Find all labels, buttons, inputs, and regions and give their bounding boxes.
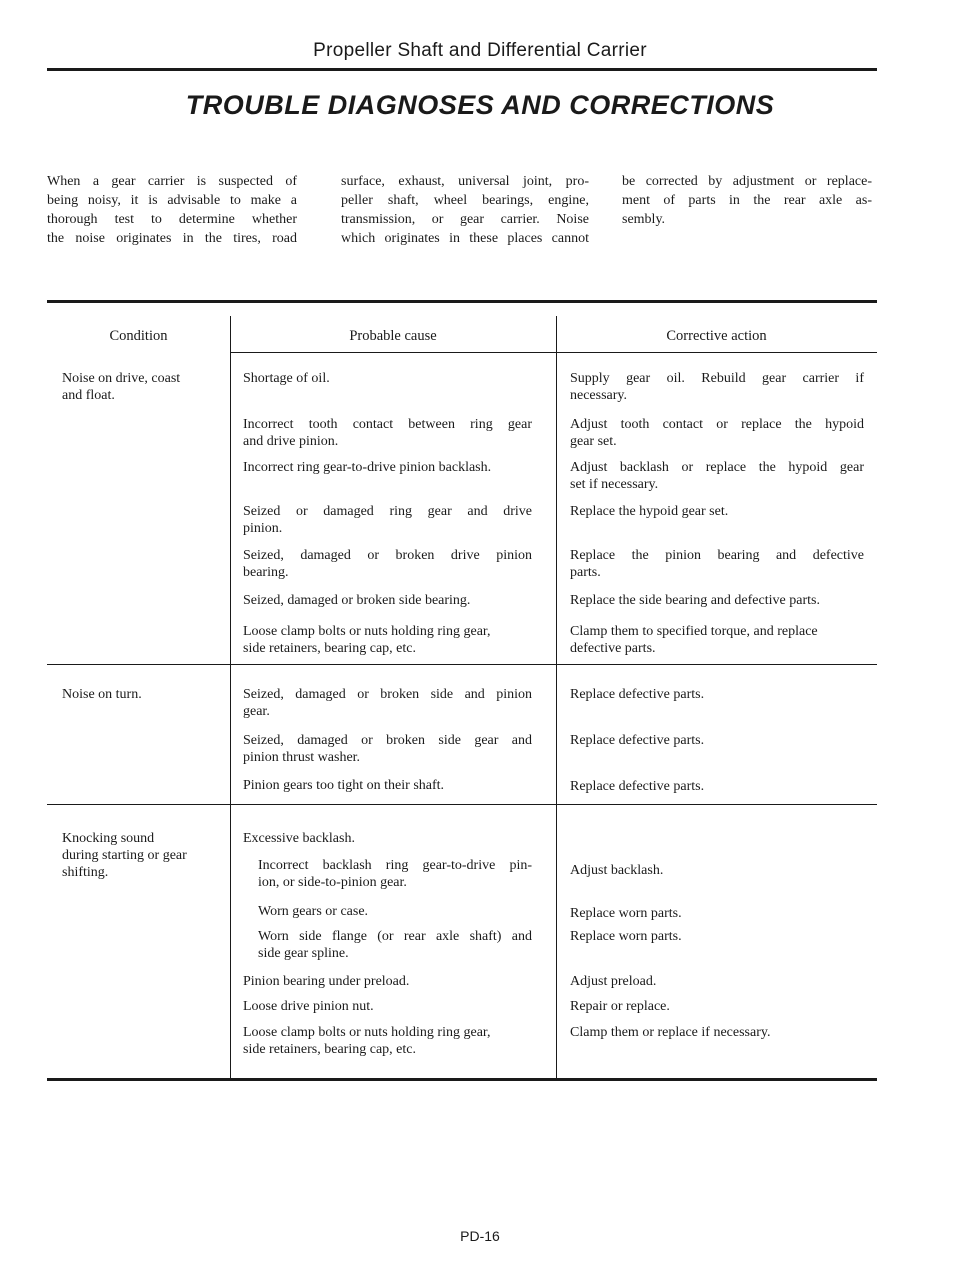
condition-cell <box>62 370 222 404</box>
intro-column-1 <box>47 172 297 248</box>
cause-item <box>243 547 532 581</box>
intro-line: When a gear carrier is suspected of <box>47 174 297 189</box>
action-item <box>570 686 864 703</box>
action-item <box>570 459 864 493</box>
cause-line: ion, or side-to-pinion gear. <box>258 875 407 890</box>
cause-line: pinion thrust washer. <box>243 750 361 765</box>
condition-line: Knocking sound <box>62 831 155 846</box>
condition-cell <box>62 830 222 881</box>
cause-subitem <box>258 903 532 920</box>
cause-line: bearing. <box>243 565 289 580</box>
cause-line: Seized, damaged or broken side gear and <box>243 733 532 748</box>
action-line: set if necessary. <box>570 477 659 492</box>
intro-line: sembly. <box>622 212 666 227</box>
cause-item <box>243 998 532 1015</box>
condition-line: Noise on turn. <box>62 687 142 702</box>
action-item <box>570 503 864 520</box>
column-divider <box>556 316 557 1078</box>
cause-item <box>243 370 532 387</box>
cause-line: Seized, damaged or broken drive pinion <box>243 548 532 563</box>
action-line: Replace the hypoid gear set. <box>570 504 729 519</box>
cause-line: Pinion bearing under preload. <box>243 974 410 989</box>
action-item <box>570 905 864 922</box>
cause-line: Shortage of oil. <box>243 371 330 386</box>
intro-line: thorough test to determine whether <box>47 212 297 227</box>
section-title: TROUBLE DIAGNOSES AND CORRECTIONS <box>185 90 775 120</box>
action-line: Supply gear oil. Rebuild gear carrier if <box>570 371 864 386</box>
action-line: Adjust tooth contact or replace the hypoid <box>570 417 864 432</box>
cause-item <box>243 623 532 657</box>
intro-line: being noisy, it is advisable to make a <box>47 193 297 208</box>
action-line: gear set. <box>570 434 617 449</box>
cause-line: side gear spline. <box>258 946 349 961</box>
cause-item <box>243 777 532 794</box>
cause-line: Seized, damaged or broken side and pinion <box>243 687 532 702</box>
column-divider <box>230 316 231 1078</box>
action-line: necessary. <box>570 388 628 403</box>
cause-item <box>243 459 532 476</box>
cause-line: side retainers, bearing cap, etc. <box>243 1042 416 1057</box>
cause-line: Pinion gears too tight on their shaft. <box>243 778 445 793</box>
action-line: Replace worn parts. <box>570 929 682 944</box>
cause-line: and drive pinion. <box>243 434 339 449</box>
action-item <box>570 732 864 749</box>
cause-line: Seized, damaged or broken side bearing. <box>243 593 471 608</box>
cause-item <box>243 732 532 766</box>
condition-line: during starting or gear <box>62 848 187 863</box>
condition-line: and float. <box>62 388 115 403</box>
action-line: Replace the pinion bearing and defective <box>570 548 864 563</box>
action-line: Replace defective parts. <box>570 687 705 702</box>
condition-line: shifting. <box>62 865 109 880</box>
action-item <box>570 547 864 581</box>
row-divider <box>47 804 877 805</box>
intro-column-3 <box>622 172 872 229</box>
condition-line: Noise on drive, coast <box>62 371 181 386</box>
row-divider <box>47 664 877 665</box>
cause-line: Worn gears or case. <box>258 904 369 919</box>
intro-line: transmission, or gear carrier. Noise <box>341 212 589 227</box>
cause-subitem <box>258 928 532 962</box>
action-line: Replace worn parts. <box>570 906 682 921</box>
intro-line: ment of parts in the rear axle as- <box>622 193 872 208</box>
action-line: defective parts. <box>570 641 656 656</box>
cause-line: Loose drive pinion nut. <box>243 999 374 1014</box>
cause-line: Incorrect tooth contact between ring gear <box>243 417 532 432</box>
header-underline <box>230 352 877 353</box>
running-header: Propeller Shaft and Differential Carrier <box>313 40 647 61</box>
intro-column-2 <box>341 172 589 248</box>
cause-line: Seized or damaged ring gear and drive <box>243 504 532 519</box>
cause-line: Excessive backlash. <box>243 831 355 846</box>
cause-item <box>243 503 532 537</box>
cause-line: side retainers, bearing cap, etc. <box>243 641 416 656</box>
cause-item <box>243 830 532 847</box>
cause-item <box>243 1024 532 1058</box>
action-line: Clamp them to specified torque, and replace <box>570 624 818 639</box>
cause-subitem <box>258 857 532 891</box>
action-item <box>570 928 864 945</box>
cause-line: Incorrect ring gear-to-drive pinion backlash. <box>243 460 492 475</box>
action-line: Replace defective parts. <box>570 779 705 794</box>
condition-cell <box>62 686 222 703</box>
cause-line: Worn side flange (or rear axle shaft) and <box>258 929 532 944</box>
intro-line: be corrected by adjustment or replace- <box>622 174 872 189</box>
cause-line: Loose clamp bolts or nuts holding ring gear, <box>243 1025 491 1040</box>
cause-item <box>243 592 532 609</box>
cause-line: Loose clamp bolts or nuts holding ring gear, <box>243 624 491 639</box>
action-line: parts. <box>570 565 601 580</box>
intro-line: surface, exhaust, universal joint, pro- <box>341 174 589 189</box>
action-line: Adjust preload. <box>570 974 657 989</box>
header-corrective-action: Corrective action <box>666 328 767 344</box>
action-line: Replace defective parts. <box>570 733 705 748</box>
action-item <box>570 973 864 990</box>
cause-line: pinion. <box>243 521 283 536</box>
action-item <box>570 370 864 404</box>
cause-line: gear. <box>243 704 270 719</box>
intro-line: the noise originates in the tires, road <box>47 231 297 246</box>
action-line: Repair or replace. <box>570 999 670 1014</box>
cause-item <box>243 973 532 990</box>
action-item <box>570 1024 864 1041</box>
action-item <box>570 416 864 450</box>
page-number: PD-16 <box>460 1228 500 1244</box>
header-condition: Condition <box>109 328 168 344</box>
action-item <box>570 862 864 879</box>
intro-line: peller shaft, wheel bearings, engine, <box>341 193 589 208</box>
intro-line: which originates in these places cannot <box>341 231 589 246</box>
action-item <box>570 623 864 657</box>
cause-item <box>243 416 532 450</box>
action-line: Adjust backlash or replace the hypoid gear <box>570 460 864 475</box>
table-bottom-rule <box>47 1078 877 1081</box>
action-item <box>570 592 864 609</box>
table-top-rule <box>47 300 877 303</box>
cause-line: Incorrect backlash ring gear-to-drive pin- <box>258 858 532 873</box>
action-line: Adjust backlash. <box>570 863 664 878</box>
header-probable-cause: Probable cause <box>349 328 437 344</box>
action-line: Clamp them or replace if necessary. <box>570 1025 771 1040</box>
cause-item <box>243 686 532 720</box>
action-item <box>570 778 864 795</box>
header-rule <box>47 68 877 71</box>
action-line: Replace the side bearing and defective parts. <box>570 593 820 608</box>
action-item <box>570 998 864 1015</box>
